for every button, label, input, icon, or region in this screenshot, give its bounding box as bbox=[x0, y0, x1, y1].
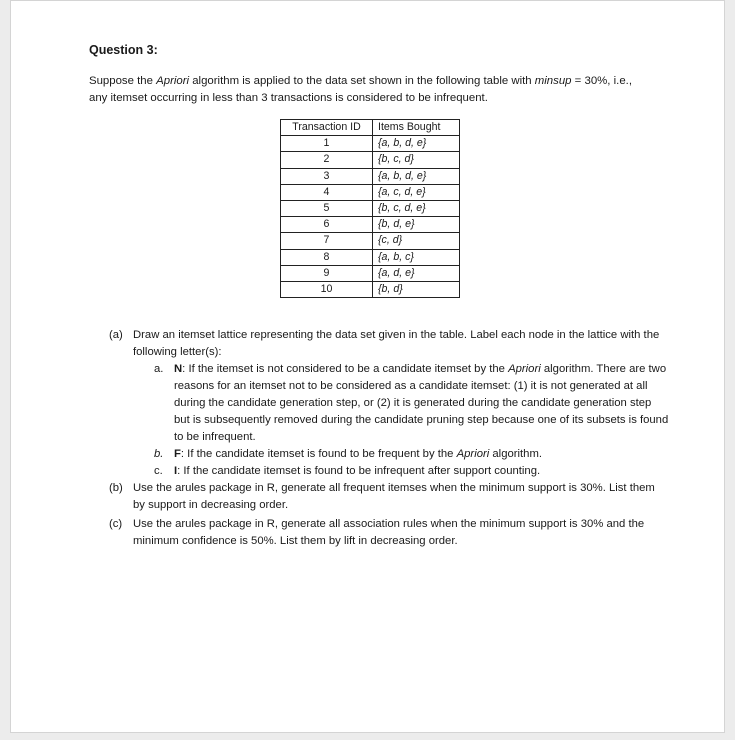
question-intro bbox=[89, 73, 649, 107]
table-row bbox=[281, 201, 460, 217]
part-b-label: (b) bbox=[109, 482, 123, 494]
items-bought: {b, d} bbox=[373, 282, 460, 298]
items-bought: {b, c, d} bbox=[373, 152, 460, 168]
item-f-text bbox=[174, 446, 669, 463]
intro-apriori: Apriori bbox=[156, 75, 190, 87]
items-bought: {b, c, d, e} bbox=[373, 201, 460, 217]
transaction-id: 10 bbox=[281, 282, 373, 298]
part-a-label: (a) bbox=[109, 329, 123, 341]
part-b-text: Use the arules package in R, generate all frequent itemses when the minimum support is 30%. List them by support in decreasing order. bbox=[133, 482, 655, 511]
item-f-letter: F bbox=[174, 448, 181, 460]
items-bought: {a, c, d, e} bbox=[373, 184, 460, 200]
table-row bbox=[281, 282, 460, 298]
part-c bbox=[109, 516, 669, 550]
item-i-label: c. bbox=[154, 465, 163, 477]
part-a-item-i bbox=[109, 463, 669, 480]
part-b bbox=[109, 480, 669, 514]
items-bought: {b, d, e} bbox=[373, 217, 460, 233]
intro-text-3: = 30%, i.e., any itemset occurring in less than 3 transactions is considered to be infrequent. bbox=[89, 75, 632, 104]
part-a bbox=[109, 327, 669, 361]
item-n-text-a: : If the itemset is not considered to be a candidate itemset by the bbox=[182, 363, 509, 375]
header-items-bought: Items Bought bbox=[373, 120, 460, 136]
table-header-row bbox=[281, 120, 460, 136]
item-i-text bbox=[174, 463, 669, 480]
item-n-text-b: algorithm. There are two reasons for an itemset not to be considered as a candidate itemset: (1) it is not generated at all during the candidate generation step, or (2) it is generated during the candidate generation step but is subsequently removed during the candidate pruning step because one of its subsets is found to be infrequent. bbox=[174, 363, 669, 443]
item-n-text bbox=[174, 361, 669, 446]
table-row bbox=[281, 184, 460, 200]
question-parts bbox=[109, 327, 669, 550]
part-c-text: Use the arules package in R, generate all association rules when the minimum support is 30% and the minimum confidence is 50%. List them by lift in decreasing order. bbox=[133, 518, 645, 547]
item-n-label: a. bbox=[154, 363, 164, 375]
transaction-id: 5 bbox=[281, 201, 373, 217]
part-a-text: Draw an itemset lattice representing the data set given in the table. Label each node in the lattice with the following letter(s): bbox=[133, 329, 660, 358]
items-bought: {a, b, d, e} bbox=[373, 136, 460, 152]
part-a-item-f bbox=[109, 446, 669, 463]
item-f-text-a: : If the candidate itemset is found to be frequent by the bbox=[180, 448, 457, 460]
table-row bbox=[281, 217, 460, 233]
table-row bbox=[281, 233, 460, 249]
items-bought: {a, b, c} bbox=[373, 249, 460, 265]
transaction-id: 3 bbox=[281, 168, 373, 184]
transaction-table bbox=[280, 119, 460, 298]
transaction-id: 2 bbox=[281, 152, 373, 168]
item-i-text-a: : If the candidate itemset is found to be infrequent after support counting. bbox=[177, 465, 541, 477]
header-transaction-id: Transaction ID bbox=[281, 120, 373, 136]
item-f-text-b: algorithm. bbox=[489, 448, 543, 460]
items-bought: {c, d} bbox=[373, 233, 460, 249]
table-row bbox=[281, 152, 460, 168]
item-i-letter: I bbox=[174, 465, 178, 477]
table-row bbox=[281, 249, 460, 265]
item-n-letter: N bbox=[174, 363, 183, 375]
table-row bbox=[281, 168, 460, 184]
items-bought: {a, b, d, e} bbox=[373, 168, 460, 184]
transaction-id: 1 bbox=[281, 136, 373, 152]
table-row bbox=[281, 136, 460, 152]
intro-text-2: algorithm is applied to the data set shown in the following table with bbox=[189, 75, 535, 87]
transaction-id: 6 bbox=[281, 217, 373, 233]
table-row bbox=[281, 265, 460, 281]
question-title: Question 3: bbox=[89, 43, 158, 57]
intro-text-1: Suppose the bbox=[89, 75, 157, 87]
transaction-id: 8 bbox=[281, 249, 373, 265]
item-f-label: b. bbox=[154, 448, 164, 460]
items-bought: {a, d, e} bbox=[373, 265, 460, 281]
part-a-item-n bbox=[109, 361, 669, 446]
transaction-id: 7 bbox=[281, 233, 373, 249]
intro-minsup: minsup bbox=[534, 75, 572, 87]
document-page bbox=[10, 0, 725, 733]
item-f-apriori: Apriori bbox=[456, 448, 490, 460]
transaction-id: 9 bbox=[281, 265, 373, 281]
part-c-label: (c) bbox=[109, 518, 123, 530]
item-n-apriori: Apriori bbox=[508, 363, 541, 375]
transaction-id: 4 bbox=[281, 184, 373, 200]
